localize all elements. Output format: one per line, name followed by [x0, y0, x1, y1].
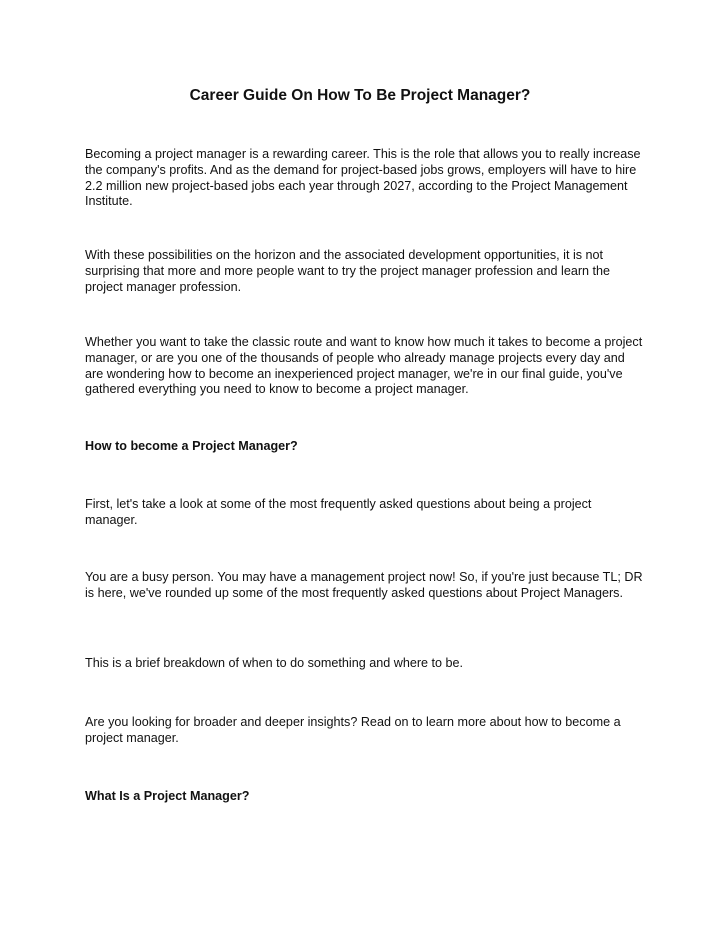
paragraph-faq-intro: First, let's take a look at some of the most frequently asked questions about being a project manager.	[85, 497, 592, 527]
paragraph-busy-person: You are a busy person. You may have a management project now! So, if you're just because TL; DR is here, we've rounded up some of the most frequently asked questions about Project Managers.	[85, 570, 643, 600]
paragraph-possibilities: With these possibilities on the horizon and the associated development opportunities, it is not surprising that more and more people want to try the project manager profession and learn the project manager profession.	[85, 248, 611, 294]
paragraph-breakdown: This is a brief breakdown of when to do something and where to be.	[85, 656, 464, 670]
section-heading-what-is: What Is a Project Manager?	[85, 789, 250, 803]
document-title: Career Guide On How To Be Project Manager?	[189, 87, 531, 104]
section-heading-how-to-become: How to become a Project Manager?	[85, 439, 298, 453]
paragraph-insights: Are you looking for broader and deeper insights? Read on to learn more about how to become a project manager.	[85, 715, 621, 745]
paragraph-intro: Becoming a project manager is a rewarding career. This is the role that allows you to really increase the company's profits. And as the demand for project-based jobs grows, employers will have to hire 2.2 million new project-based jobs each year through 2027, according to the Project Management Institute.	[85, 147, 641, 209]
paragraph-classic-route: Whether you want to take the classic route and want to know how much it takes to become a project manager, or are you one of the thousands of people who already manage projects every day and are wondering how to become an inexperienced project manager, we're in our final guide, you've gathered everything you need to know to become a project manager.	[85, 335, 643, 397]
